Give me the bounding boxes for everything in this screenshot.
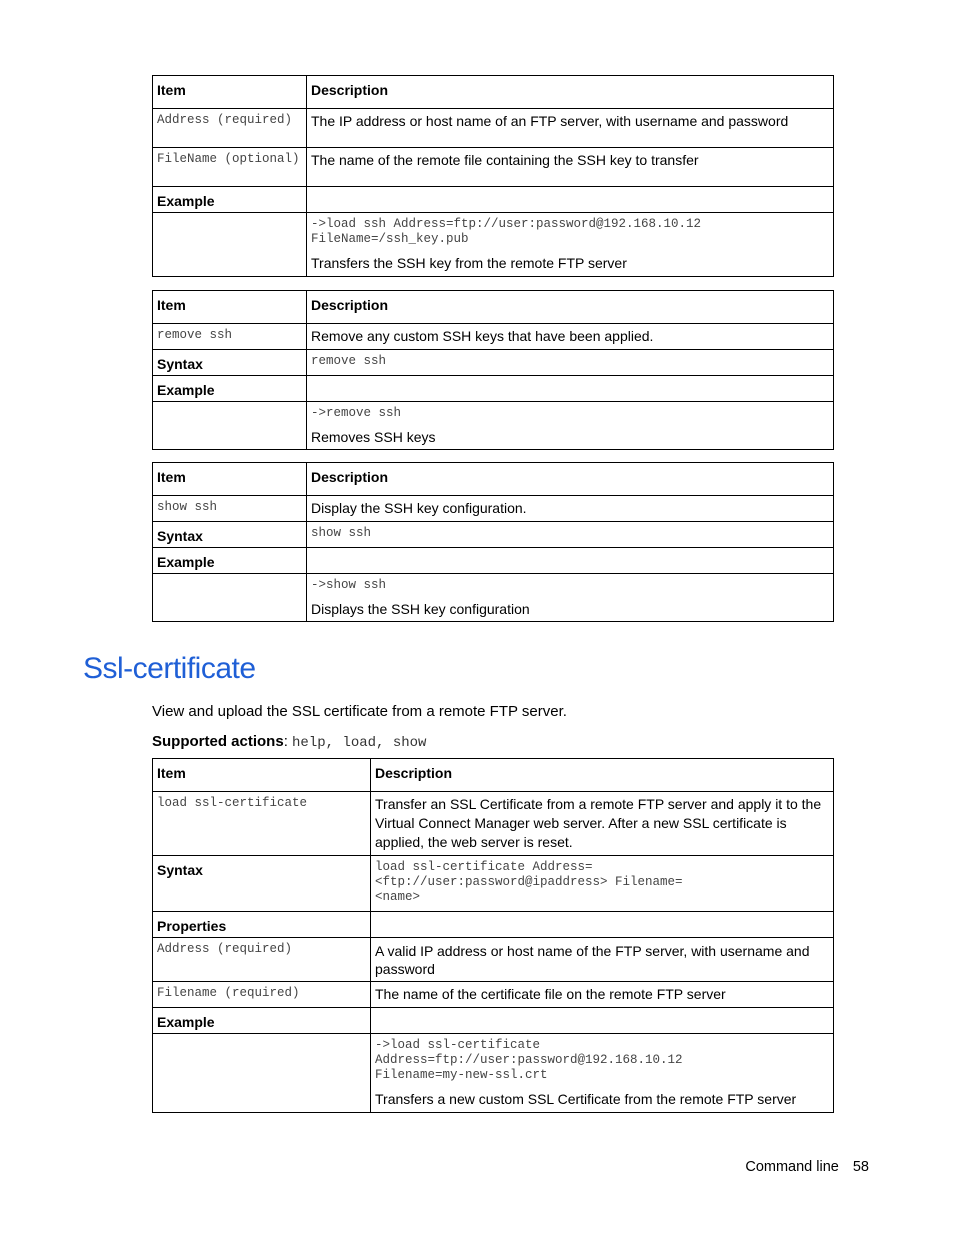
example-empty (307, 548, 834, 574)
section-intro: View and upload the SSL certificate from a remote FTP server. (152, 703, 567, 720)
show-ssh-table (152, 462, 834, 622)
command-name: remove ssh (153, 324, 307, 350)
header-item: Item (153, 291, 307, 324)
remove-ssh-table (152, 290, 834, 450)
header-item: Item (153, 463, 307, 496)
supported-actions-label: Supported actions (152, 733, 284, 750)
syntax-value: show ssh (307, 522, 834, 548)
example-cell (307, 574, 834, 622)
example-description: Transfers a new custom SSL Certificate from the remote FTP server (375, 1091, 797, 1107)
command-description: Transfer an SSL Certificate from a remote FTP server and apply it to the Virtual Connect Manager web server. After a new SSL certificate is applied, the web server is reset. (371, 792, 834, 856)
example-empty (307, 187, 834, 213)
example-description: Displays the SSH key configuration (311, 601, 530, 617)
footer-label: Command line (745, 1159, 839, 1175)
header-item: Item (153, 76, 307, 109)
property-filename: FileName (optional) (153, 148, 307, 187)
command-name: load ssl-certificate (153, 792, 371, 856)
property-filename: Filename (required) (153, 982, 371, 1008)
property-address: Address (required) (153, 938, 371, 982)
syntax-value: load ssl-certificate Address=<ftp://user:password@ipaddress> Filename=<name> (371, 856, 834, 912)
example-cell (307, 402, 834, 450)
property-address: Address (required) (153, 109, 307, 148)
example-empty-left (153, 1034, 371, 1113)
example-label: Example (153, 376, 307, 402)
ssl-certificate-table (152, 758, 834, 1113)
command-description: Display the SSH key configuration. (307, 496, 834, 522)
command-name: show ssh (153, 496, 307, 522)
property-address-description: The IP address or host name of an FTP server, with username and password (307, 109, 834, 148)
properties-empty (371, 912, 834, 938)
syntax-value: remove ssh (307, 350, 834, 376)
properties-label: Properties (153, 912, 371, 938)
property-filename-description: The name of the certificate file on the remote FTP server (371, 982, 834, 1008)
example-description: Removes SSH keys (311, 429, 436, 445)
example-label: Example (153, 187, 307, 213)
example-label: Example (153, 1008, 371, 1034)
page-footer (745, 1159, 869, 1175)
section-title: Ssl-certificate (83, 652, 256, 685)
syntax-label: Syntax (153, 350, 307, 376)
syntax-label: Syntax (153, 522, 307, 548)
supported-actions (152, 733, 426, 751)
example-empty-left (153, 574, 307, 622)
example-command: ->remove ssh (311, 406, 402, 420)
example-command: ->show ssh (311, 578, 387, 592)
header-description: Description (307, 291, 834, 324)
supported-actions-separator: : (283, 733, 293, 750)
property-filename-description: The name of the remote file containing the SSH key to transfer (307, 148, 834, 187)
example-cell (371, 1034, 834, 1113)
header-description: Description (307, 76, 834, 109)
example-cell (307, 213, 834, 277)
example-empty-left (153, 213, 307, 277)
load-ssh-table (152, 75, 834, 277)
example-empty (371, 1008, 834, 1034)
header-description: Description (307, 463, 834, 496)
command-description: Remove any custom SSH keys that have been applied. (307, 324, 834, 350)
example-label: Example (153, 548, 307, 574)
header-description: Description (371, 759, 834, 792)
example-command: ->load ssh Address=ftp://user:password@192.168.10.12 FileName=/ssh_key.pub (311, 217, 702, 246)
property-address-description: A valid IP address or host name of the FTP server, with username and password (371, 938, 834, 982)
supported-actions-list: help, load, show (292, 735, 427, 751)
example-description: Transfers the SSH key from the remote FTP server (311, 255, 627, 271)
header-item: Item (153, 759, 371, 792)
page-number: 58 (852, 1159, 869, 1175)
example-command: ->load ssl-certificate Address=ftp://user:password@192.168.10.12 Filename=my-new-ssl.crt (375, 1038, 683, 1082)
example-empty-left (153, 402, 307, 450)
syntax-label: Syntax (153, 856, 371, 912)
example-empty (307, 376, 834, 402)
